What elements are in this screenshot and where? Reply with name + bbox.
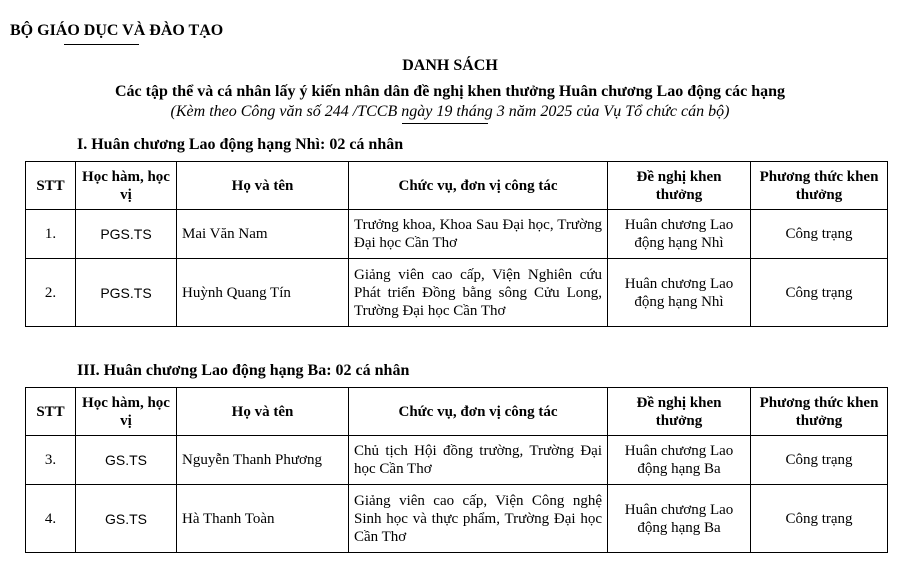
cell-position: Trưởng khoa, Khoa Sau Đại học, Trường Đại học Cần Thơ [349, 210, 608, 259]
cell-stt: 2. [26, 259, 76, 327]
cell-method: Công trạng [751, 436, 888, 485]
cell-name: Mai Văn Nam [177, 210, 349, 259]
cell-stt: 3. [26, 436, 76, 485]
column-header-method: Phương thức khen thưởng [751, 162, 888, 210]
cell-method: Công trạng [751, 485, 888, 553]
cell-method: Công trạng [751, 210, 888, 259]
cell-position: Giảng viên cao cấp, Viện Công nghệ Sinh học và thực phẩm, Trường Đại học Cần Thơ [349, 485, 608, 553]
ministry-underline [64, 44, 139, 45]
cell-rank: PGS.TS [76, 210, 177, 259]
table-header-row [26, 162, 888, 210]
column-header-position: Chức vụ, đơn vị công tác [349, 162, 608, 210]
document-subtitle: Các tập thể và cá nhân lấy ý kiến nhân dân đề nghị khen thưởng Huân chương Lao động các hạng [115, 83, 785, 100]
cell-proposal: Huân chương Lao động hạng Ba [608, 485, 751, 553]
award-table-second-class [25, 161, 888, 327]
cell-position: Chủ tịch Hội đồng trường, Trường Đại học Cần Thơ [349, 436, 608, 485]
column-header-method: Phương thức khen thưởng [751, 388, 888, 436]
table-row [26, 259, 888, 327]
table-header-row [26, 388, 888, 436]
cell-method: Công trạng [751, 259, 888, 327]
document-title: DANH SÁCH [402, 57, 498, 74]
column-header-rank: Học hàm, học vị [76, 388, 177, 436]
column-header-proposal: Đề nghị khen thưởng [608, 162, 751, 210]
cell-proposal: Huân chương Lao động hạng Nhì [608, 259, 751, 327]
section-heading-third-class: III. Huân chương Lao động hạng Ba: 02 cá nhân [77, 362, 410, 379]
cell-name: Huỳnh Quang Tín [177, 259, 349, 327]
cell-name: Nguyễn Thanh Phương [177, 436, 349, 485]
table-row [26, 210, 888, 259]
award-table-third-class [25, 387, 888, 553]
cell-name: Hà Thanh Toàn [177, 485, 349, 553]
cell-stt: 4. [26, 485, 76, 553]
column-header-stt: STT [26, 162, 76, 210]
cell-proposal: Huân chương Lao động hạng Nhì [608, 210, 751, 259]
table-row [26, 436, 888, 485]
column-header-rank: Học hàm, học vị [76, 162, 177, 210]
reference-underline [402, 123, 488, 124]
column-header-name: Họ và tên [177, 388, 349, 436]
cell-proposal: Huân chương Lao động hạng Ba [608, 436, 751, 485]
document-reference: (Kèm theo Công văn số 244 /TCCB ngày 19 tháng 3 năm 2025 của Vụ Tổ chức cán bộ) [170, 103, 730, 120]
table-row [26, 485, 888, 553]
column-header-stt: STT [26, 388, 76, 436]
section-heading-second-class: I. Huân chương Lao động hạng Nhì: 02 cá nhân [77, 136, 404, 153]
column-header-position: Chức vụ, đơn vị công tác [349, 388, 608, 436]
cell-rank: PGS.TS [76, 259, 177, 327]
ministry-name: BỘ GIÁO DỤC VÀ ĐÀO TẠO [10, 22, 224, 39]
cell-rank: GS.TS [76, 436, 177, 485]
column-header-proposal: Đề nghị khen thưởng [608, 388, 751, 436]
cell-position: Giảng viên cao cấp, Viện Nghiên cứu Phát triển Đồng bằng sông Cửu Long, Trường Đại học Cần Thơ [349, 259, 608, 327]
column-header-name: Họ và tên [177, 162, 349, 210]
cell-rank: GS.TS [76, 485, 177, 553]
cell-stt: 1. [26, 210, 76, 259]
